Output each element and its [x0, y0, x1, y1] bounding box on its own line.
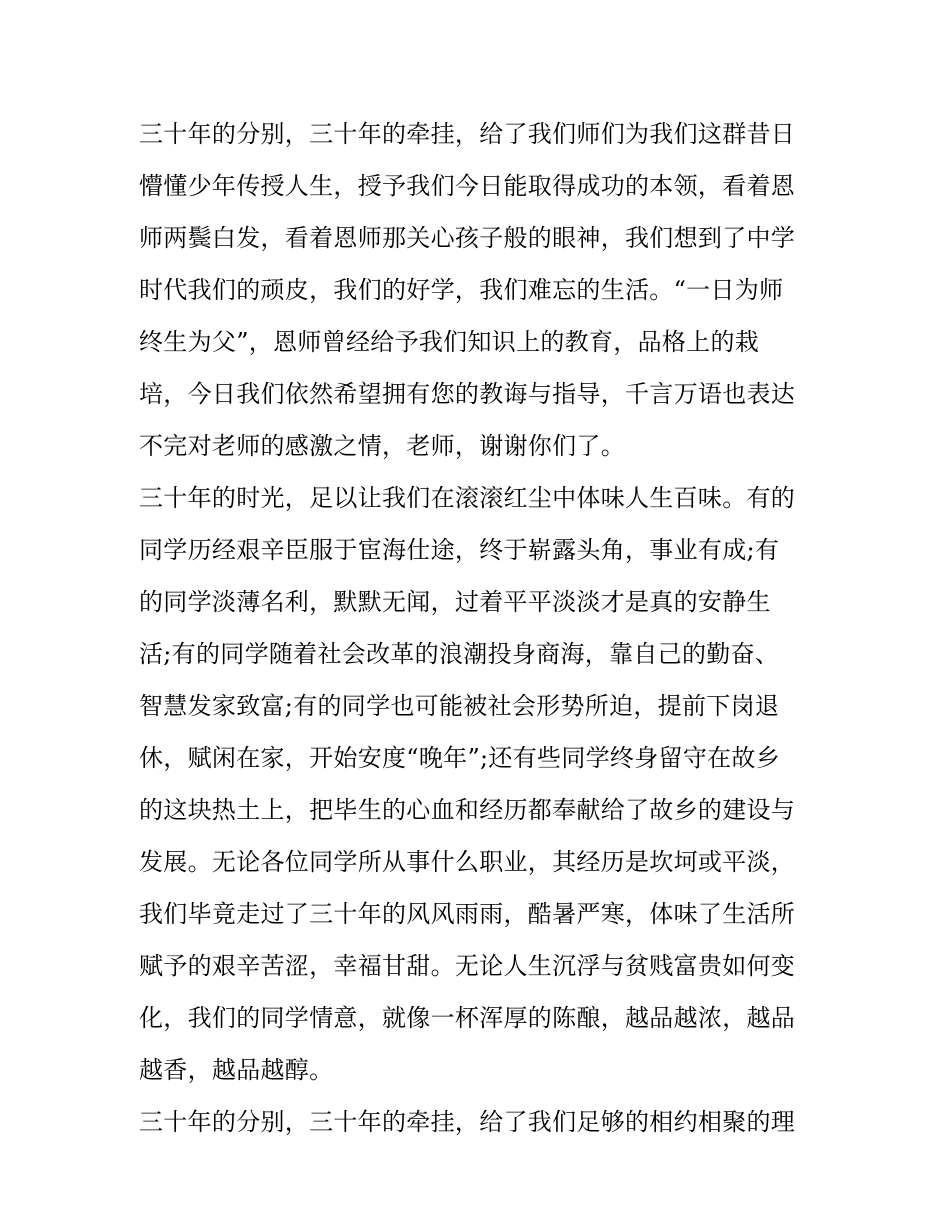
text-line: 休，赋闲在家，开始安度“晚年”;还有些同学终身留守在故乡 [139, 744, 781, 772]
text-line: 师两鬓白发，看着恩师那关心孩子般的眼神，我们想到了中学 [139, 224, 796, 252]
text-line: 越香，越品越醇。 [139, 1056, 334, 1084]
text-line: 三十年的时光，足以让我们在滚滚红尘中体味人生百味。有的 [139, 484, 796, 512]
text-line: 三十年的分别，三十年的牵挂，给了我们足够的相约相聚的理 [139, 1108, 796, 1136]
text-line: 时代我们的顽皮，我们的好学，我们难忘的生活。“一日为师 [139, 276, 784, 304]
text-line: 培，今日我们依然希望拥有您的教诲与指导，千言万语也表达 [139, 380, 796, 408]
body-text [139, 108, 819, 1148]
text-line: 活;有的同学随着社会改革的浪潮投身商海，靠自己的勤奋、 [139, 640, 780, 668]
text-line: 智慧发家致富;有的同学也可能被社会形势所迫，提前下岗退 [139, 692, 780, 720]
text-line: 懵懂少年传授人生，授予我们今日能取得成功的本领，看着恩 [139, 172, 796, 200]
text-line: 我们毕竟走过了三十年的风风雨雨，酷暑严寒，体味了生活所 [139, 900, 796, 928]
text-line: 的这块热土上，把毕生的心血和经历都奉献给了故乡的建设与 [139, 796, 796, 824]
text-line: 发展。无论各位同学所从事什么职业，其经历是坎坷或平淡， [139, 848, 796, 876]
text-line: 三十年的分别，三十年的牵挂，给了我们师们为我们这群昔日 [139, 120, 796, 148]
text-line: 终生为父”，恩师曾经给予我们知识上的教育，品格上的栽 [139, 328, 760, 356]
text-line: 同学历经艰辛臣服于宦海仕途，终于崭露头角，事业有成;有 [139, 536, 780, 564]
text-line: 的同学淡薄名利，默默无闻，过着平平淡淡才是真的安静生 [139, 588, 771, 616]
text-line: 赋予的艰辛苦涩，幸福甘甜。无论人生沉浮与贫贱富贵如何变 [139, 952, 796, 980]
text-line: 不完对老师的感激之情，老师，谢谢你们了。 [139, 432, 625, 460]
text-line: 化，我们的同学情意，就像一杯浑厚的陈酿，越品越浓，越品 [139, 1004, 796, 1032]
